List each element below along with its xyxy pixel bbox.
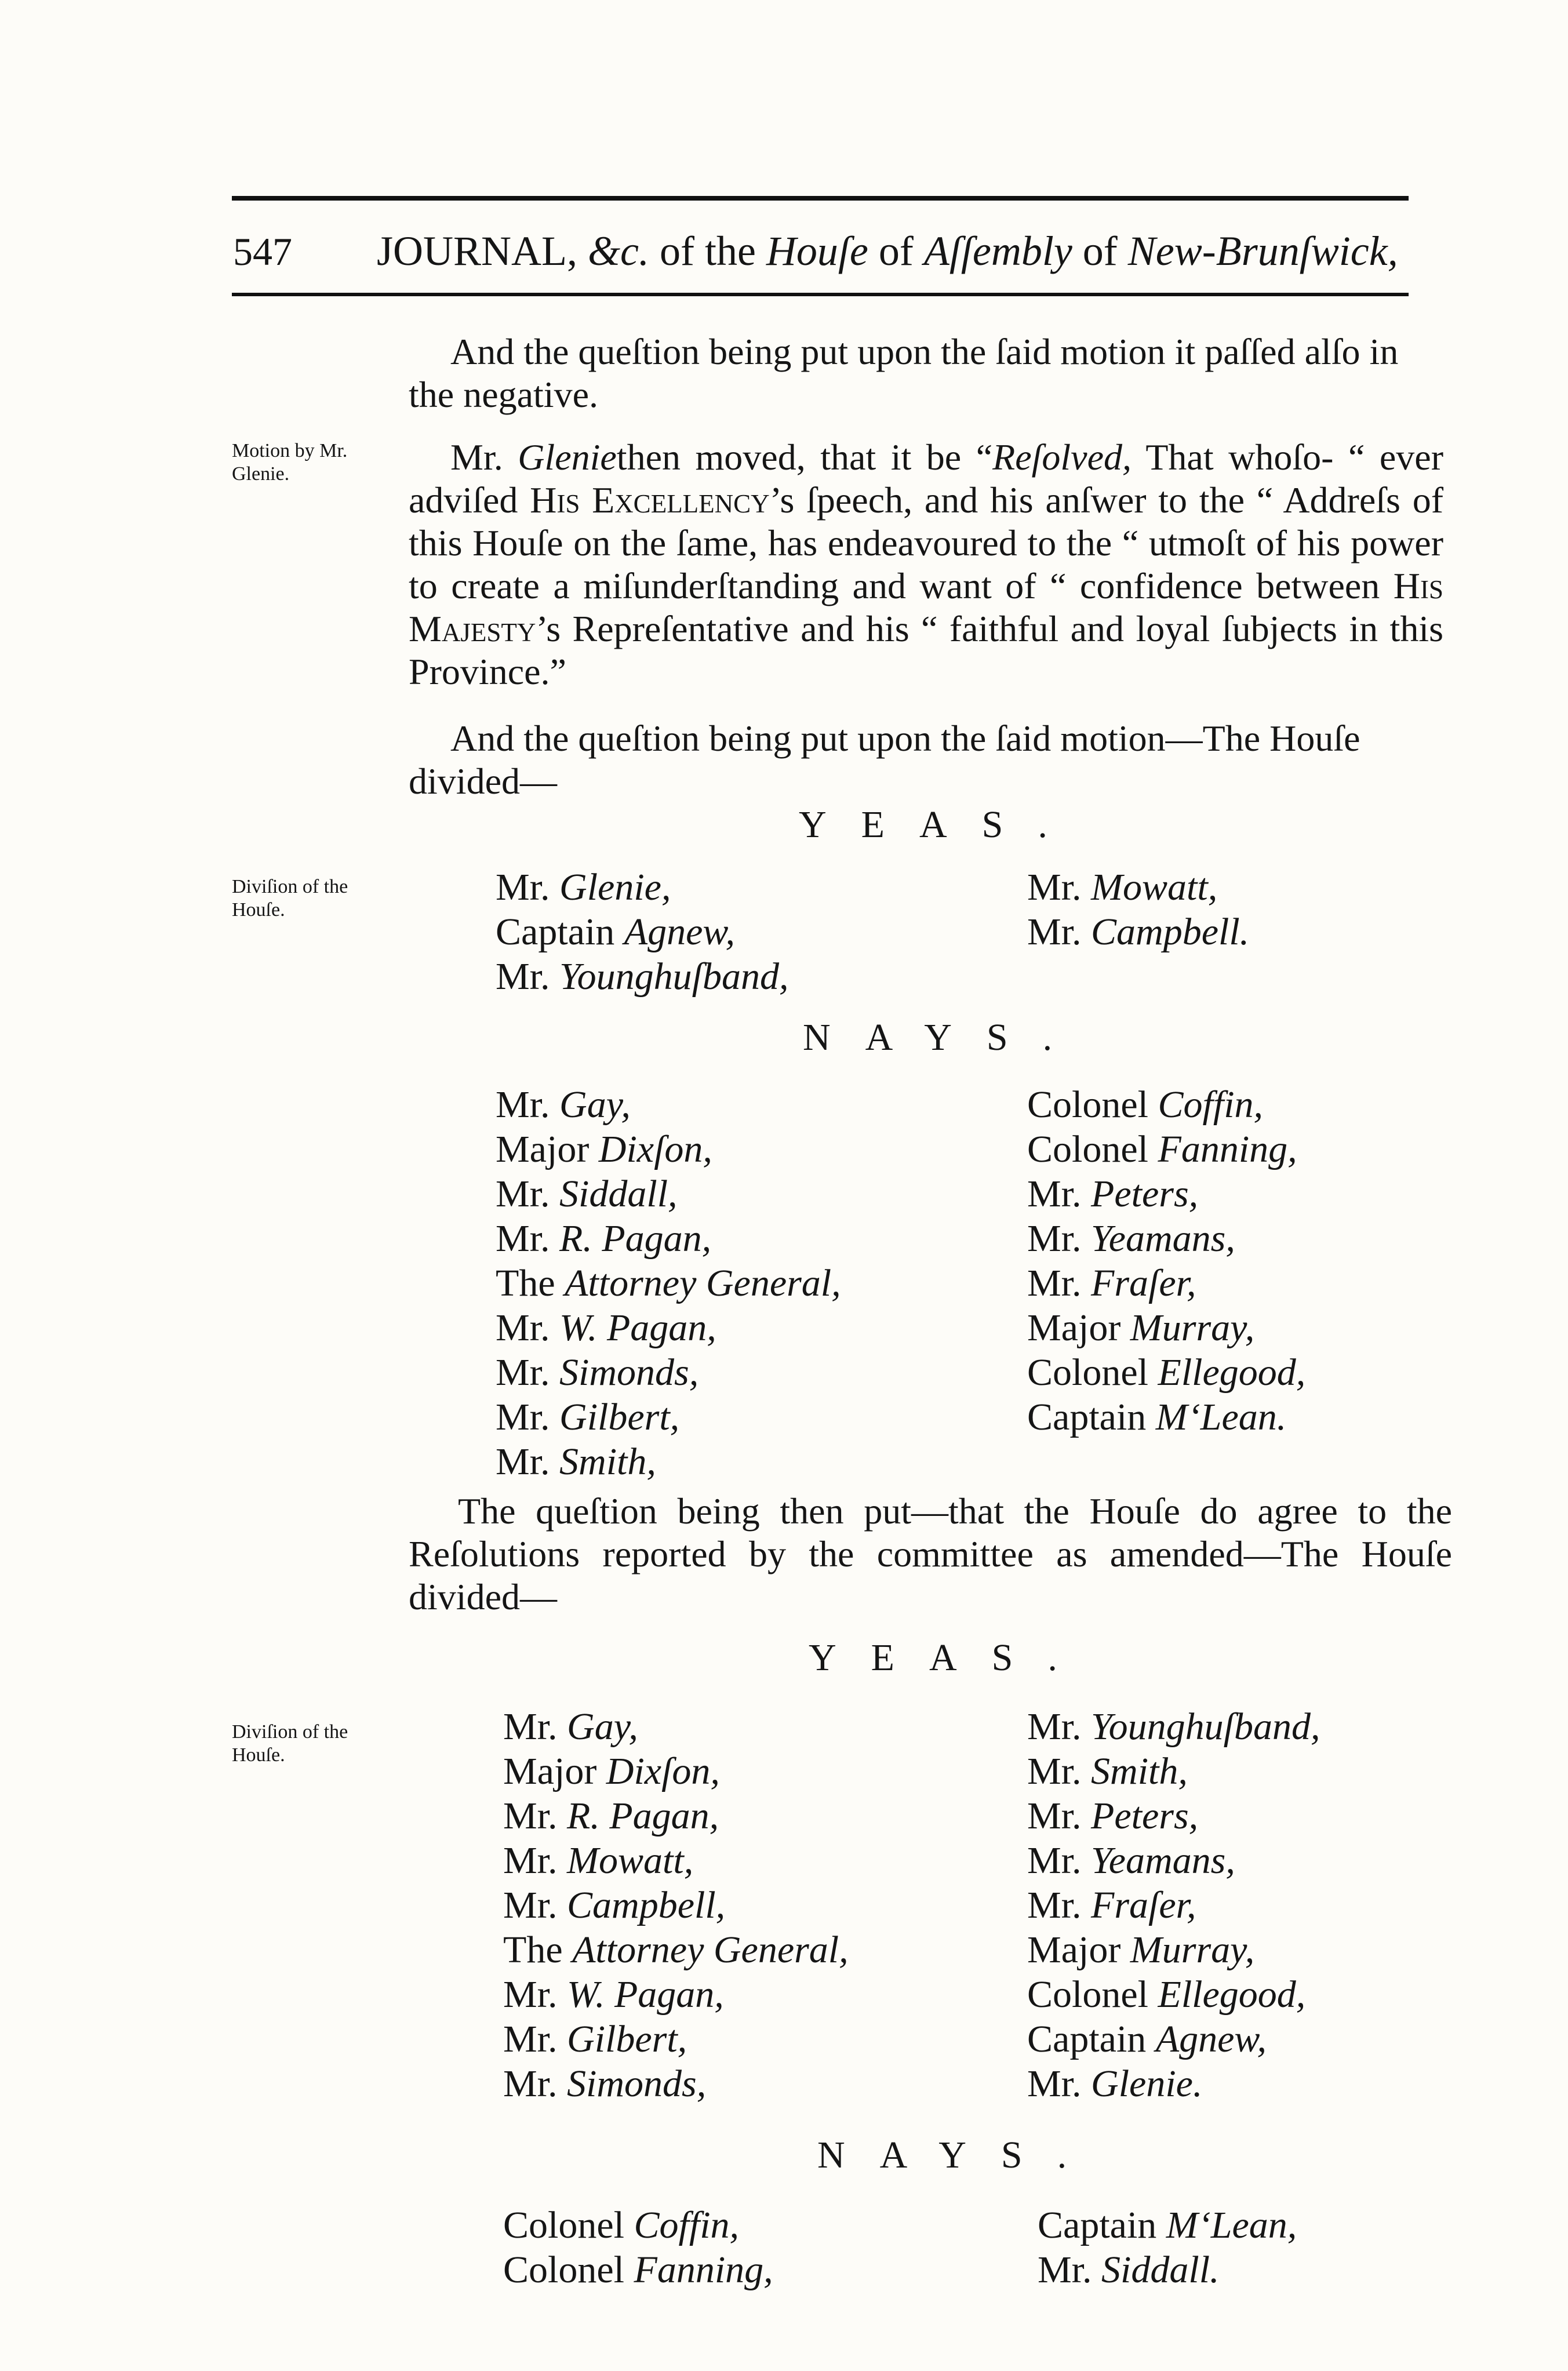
member-name: W. Pagan, xyxy=(567,1973,724,2016)
member-entry xyxy=(496,1439,841,1484)
nays-left-2 xyxy=(503,2203,773,2292)
member-entry xyxy=(1027,1928,1320,1972)
member-name: Attorney General, xyxy=(565,1262,841,1304)
member-title: Mr. xyxy=(503,1795,567,1837)
member-name: Agnew, xyxy=(624,911,736,953)
member-entry xyxy=(1027,1704,1320,1749)
member-entry xyxy=(1027,1082,1305,1127)
member-name: Murray, xyxy=(1130,1307,1255,1349)
member-name: Smith, xyxy=(1091,1750,1188,1792)
member-name: Younghuſband, xyxy=(559,955,789,998)
member-name: Yeamans, xyxy=(1091,1839,1235,1882)
member-entry xyxy=(496,910,789,954)
member-name: Siddall. xyxy=(1101,2249,1220,2291)
member-entry xyxy=(1027,910,1249,954)
member-title: Mr. xyxy=(503,2018,567,2060)
member-title: Mr. xyxy=(503,1884,567,1926)
member-entry xyxy=(1027,1838,1320,1883)
member-title: Major xyxy=(496,1128,599,1170)
member-entry xyxy=(1027,1216,1305,1261)
member-title: Mr. xyxy=(496,866,560,908)
member-title: Colonel xyxy=(1027,1083,1158,1126)
member-name: Coffin, xyxy=(634,2204,740,2246)
member-title: Colonel xyxy=(1027,1128,1158,1170)
member-title: Captain xyxy=(1027,2018,1156,2060)
yeas-left-2 xyxy=(503,1704,849,2106)
member-entry xyxy=(503,1928,849,1972)
member-title: Mr. xyxy=(1027,1173,1092,1215)
member-name: Younghuſband, xyxy=(1091,1705,1320,1748)
member-entry xyxy=(503,2203,773,2248)
margin-note-division-2: Diviſion of the Houſe. xyxy=(232,1721,348,1766)
nays-right-2 xyxy=(1038,2203,1297,2292)
member-name: Gay, xyxy=(559,1083,631,1126)
header-assembly: Aſſembly xyxy=(923,228,1072,274)
member-entry xyxy=(503,1972,849,2017)
member-entry xyxy=(503,1838,849,1883)
member-title: Mr. xyxy=(1038,2249,1102,2291)
member-name: Smith, xyxy=(559,1441,656,1483)
member-entry xyxy=(1027,1883,1320,1928)
member-title: Major xyxy=(1027,1929,1130,1971)
member-title: The xyxy=(496,1262,565,1304)
member-entry xyxy=(503,2248,773,2292)
member-entry xyxy=(1038,2248,1297,2292)
member-title: Mr. xyxy=(496,1307,560,1349)
member-entry xyxy=(503,1749,849,1794)
header-lead: JOURNAL, xyxy=(377,228,578,274)
member-entry xyxy=(1038,2203,1297,2248)
nays-right-1 xyxy=(1027,1082,1305,1439)
member-name: R. Pagan, xyxy=(567,1795,719,1837)
member-name: Gay, xyxy=(567,1705,638,1748)
paragraph-motion xyxy=(409,436,1443,693)
member-title: Mr. xyxy=(496,1217,560,1260)
member-entry xyxy=(496,1350,841,1395)
member-title: Mr. xyxy=(1027,1839,1092,1882)
member-title: Mr. xyxy=(503,1973,567,2016)
member-title: Colonel xyxy=(1027,1351,1158,1394)
member-entry xyxy=(1027,1261,1305,1305)
header-of-the: of the xyxy=(659,228,756,274)
member-name: Gilbert, xyxy=(567,2018,687,2060)
nays-left-1 xyxy=(496,1082,841,1484)
member-title: Mr. xyxy=(1027,1795,1092,1837)
member-entry xyxy=(1027,1972,1320,2017)
header-house: Houſe xyxy=(766,228,868,274)
member-title: Captain xyxy=(496,911,624,953)
member-name: Siddall, xyxy=(559,1173,678,1215)
motion-text-2: ’s ſpeech, and his anſwer to the “ Addreſs of this Houſe on the ſame, has endeavoured to the “ utmoſt of his power to create a miſunderſtanding and want of “ confidence between xyxy=(409,479,1444,606)
margin-note-division-1: Diviſion of the Houſe. xyxy=(232,876,348,921)
motion-text-1: That whoſo- “ ever adviſed xyxy=(409,437,1443,521)
yeas-heading-2: YEAS. xyxy=(809,1637,1092,1679)
member-entry xyxy=(496,1261,841,1305)
member-name: Glenie, xyxy=(559,866,671,908)
member-entry xyxy=(503,1883,849,1928)
member-entry xyxy=(496,1127,841,1172)
member-title: Captain xyxy=(1027,1396,1156,1438)
nays-heading-2: NAYS. xyxy=(817,2134,1102,2176)
motion-resolved: Reſolved, xyxy=(992,437,1132,478)
motion-name: Glenie xyxy=(518,437,617,478)
member-name: Campbell, xyxy=(567,1884,726,1926)
member-title: Colonel xyxy=(503,2204,634,2246)
yeas-right-1 xyxy=(1027,865,1249,954)
yeas-left-1 xyxy=(496,865,789,999)
member-entry xyxy=(1027,1794,1320,1838)
member-name: Coffin, xyxy=(1158,1083,1264,1126)
member-entry xyxy=(496,1216,841,1261)
member-title: Mr. xyxy=(1027,1217,1092,1260)
motion-mr: Mr. xyxy=(450,437,503,478)
member-title: Major xyxy=(503,1750,606,1792)
yeas-right-2 xyxy=(1027,1704,1320,2106)
motion-moved: then moved, that it be “ xyxy=(616,437,993,478)
member-entry xyxy=(503,1794,849,1838)
his-excellency: His Excellency xyxy=(530,479,770,521)
member-entry xyxy=(1027,1305,1305,1350)
member-title: Mr. xyxy=(503,2063,567,2105)
yeas-heading-1: YEAS. xyxy=(799,803,1082,846)
member-name: Agnew, xyxy=(1155,2018,1267,2060)
member-title: Captain xyxy=(1038,2204,1166,2246)
member-name: Murray, xyxy=(1130,1929,1255,1971)
member-name: Glenie. xyxy=(1091,2063,1203,2105)
header-of1: of xyxy=(878,228,914,274)
member-name: Fanning, xyxy=(634,2249,773,2291)
member-entry xyxy=(496,1305,841,1350)
member-entry xyxy=(503,2017,849,2061)
member-name: Peters, xyxy=(1091,1795,1199,1837)
member-entry xyxy=(1027,2061,1320,2106)
member-entry xyxy=(496,954,789,999)
member-entry xyxy=(1027,2017,1320,2061)
member-name: Ellegood, xyxy=(1158,1973,1306,2016)
member-entry xyxy=(496,1395,841,1439)
nays-heading-1: NAYS. xyxy=(803,1016,1087,1059)
header-rule-top xyxy=(232,196,1409,201)
member-entry xyxy=(496,1082,841,1127)
member-name: Ellegood, xyxy=(1158,1351,1306,1394)
member-entry xyxy=(1027,1127,1305,1172)
page-number: 547 xyxy=(233,230,292,274)
header-rule-bottom xyxy=(232,293,1409,296)
member-entry xyxy=(496,1172,841,1216)
his-majesty: His Majesty xyxy=(409,565,1443,649)
member-entry xyxy=(503,2061,849,2106)
member-name: Attorney General, xyxy=(572,1929,849,1971)
member-title: Mr. xyxy=(1027,2063,1092,2105)
member-name: M‘Lean. xyxy=(1155,1396,1287,1438)
running-header xyxy=(377,227,1398,275)
member-name: Mowatt, xyxy=(567,1839,694,1882)
member-title: Mr. xyxy=(1027,866,1092,908)
member-name: R. Pagan, xyxy=(559,1217,712,1260)
member-title: Mr. xyxy=(1027,1750,1092,1792)
member-title: Mr. xyxy=(496,1173,560,1215)
member-entry xyxy=(496,865,789,910)
member-name: Fraſer, xyxy=(1091,1262,1196,1304)
member-entry xyxy=(1027,1350,1305,1395)
member-title: Mr. xyxy=(1027,1705,1092,1748)
member-title: Mr. xyxy=(496,1441,560,1483)
member-title: Mr. xyxy=(496,1083,560,1126)
member-title: Mr. xyxy=(503,1839,567,1882)
member-title: Mr. xyxy=(496,955,560,998)
member-name: M‘Lean, xyxy=(1166,2204,1297,2246)
member-entry xyxy=(1027,1749,1320,1794)
paragraph-divided-1: And the queſtion being put upon the ſaid motion—The Houſe divided— xyxy=(409,718,1360,802)
member-title: The xyxy=(503,1929,573,1971)
member-name: Mowatt, xyxy=(1091,866,1218,908)
member-title: Mr. xyxy=(1027,911,1092,953)
member-title: Major xyxy=(1027,1307,1130,1349)
member-name: Campbell. xyxy=(1091,911,1250,953)
member-name: Gilbert, xyxy=(559,1396,680,1438)
paragraph-negative: And the queſtion being put upon the ſaid motion it paſſed alſo in the negative. xyxy=(409,331,1399,415)
member-name: W. Pagan, xyxy=(559,1307,716,1349)
header-etc: &c. xyxy=(588,228,649,274)
motion-text-3: ’s Repreſentative and his “ faithful and loyal ſubjects in this Province.” xyxy=(409,608,1443,692)
member-entry xyxy=(1027,1172,1305,1216)
paragraph-divided-2: The queſtion being then put—that the Houſe do agree to the Reſolutions reported by the committee as amended—The Houſe divided— xyxy=(409,1490,1452,1617)
member-title: Mr. xyxy=(1027,1262,1092,1304)
member-name: Fraſer, xyxy=(1091,1884,1196,1926)
member-title: Colonel xyxy=(503,2249,634,2291)
member-name: Fanning, xyxy=(1158,1128,1297,1170)
member-name: Dixſon, xyxy=(598,1128,712,1170)
header-province: New-Brunſwick, xyxy=(1127,228,1398,274)
member-title: Colonel xyxy=(1027,1973,1158,2016)
member-name: Dixſon, xyxy=(606,1750,720,1792)
member-name: Simonds, xyxy=(567,2063,707,2105)
margin-note-motion: Motion by Mr. Glenie. xyxy=(232,440,348,485)
member-title: Mr. xyxy=(496,1396,560,1438)
member-title: Mr. xyxy=(1027,1884,1092,1926)
member-entry xyxy=(1027,1395,1305,1439)
member-name: Peters, xyxy=(1091,1173,1199,1215)
member-entry xyxy=(1027,865,1249,910)
header-of2: of xyxy=(1082,228,1118,274)
member-name: Simonds, xyxy=(559,1351,699,1394)
member-entry xyxy=(503,1704,849,1749)
member-title: Mr. xyxy=(496,1351,560,1394)
member-name: Yeamans, xyxy=(1091,1217,1235,1260)
member-title: Mr. xyxy=(503,1705,567,1748)
